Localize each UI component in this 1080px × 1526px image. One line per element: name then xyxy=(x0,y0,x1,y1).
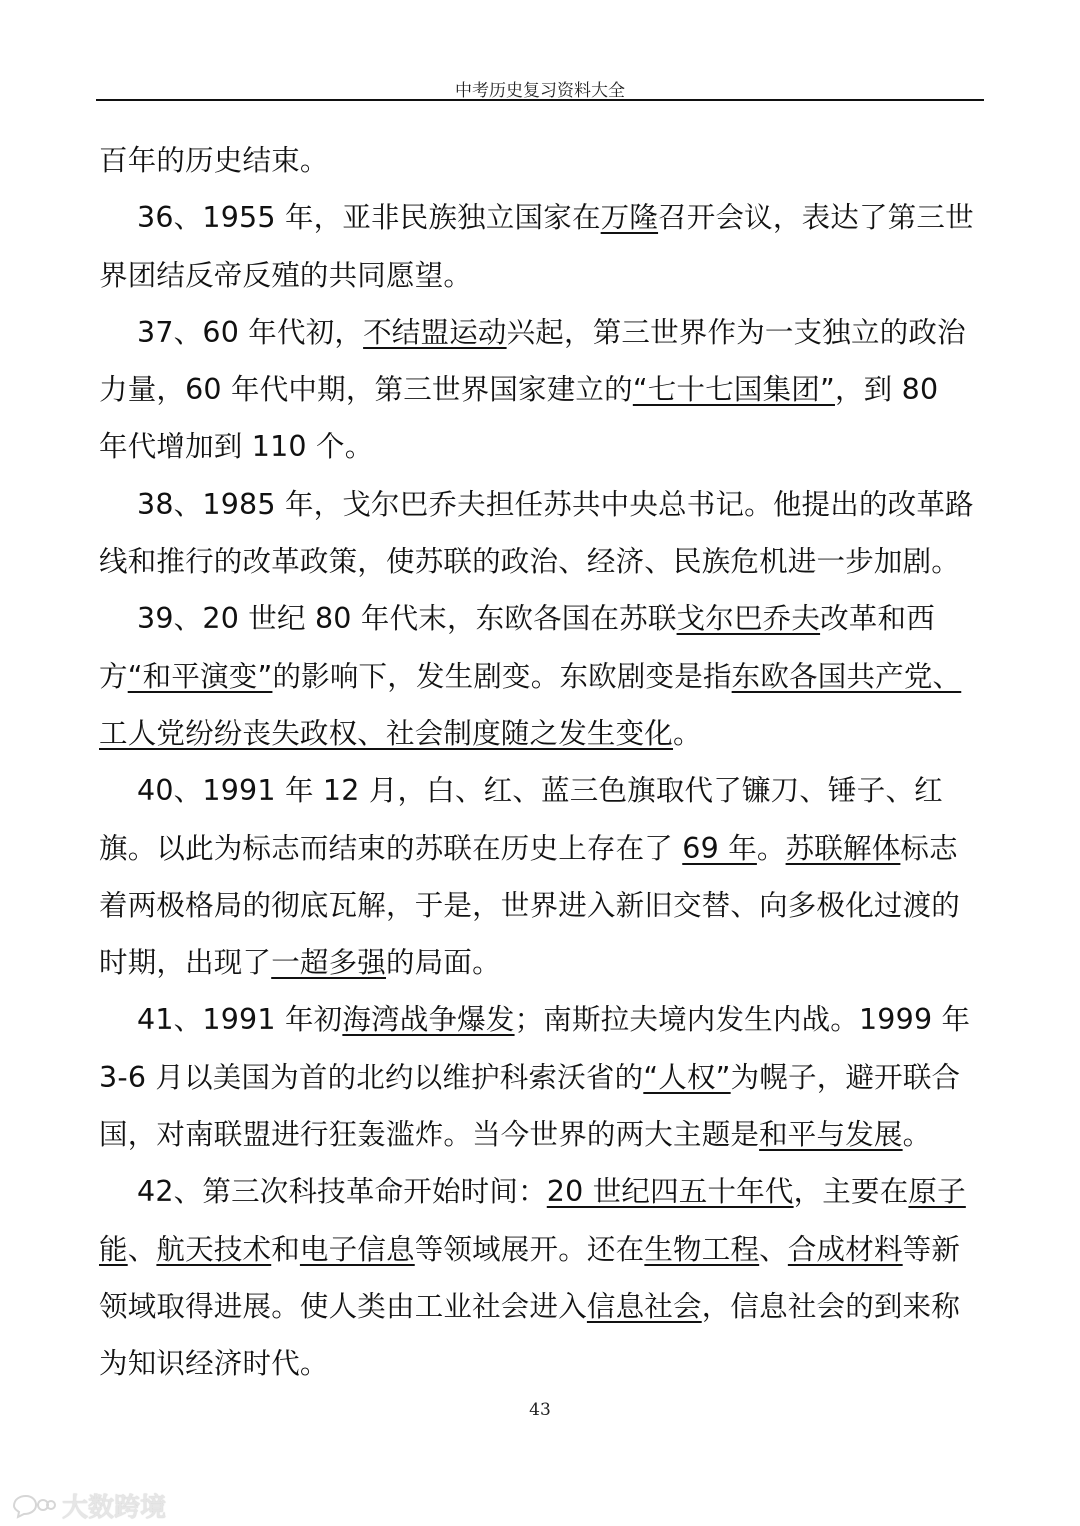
header-rule xyxy=(96,99,984,101)
text-segment: 、 xyxy=(759,1232,788,1266)
document-body xyxy=(99,132,975,1393)
text-segment: ，到 80 年代增加到 110 个。 xyxy=(99,373,939,464)
underlined-term: 万隆 xyxy=(600,201,659,235)
text-segment: 39、20 世纪 80 年代末，东欧各国在苏联 xyxy=(137,602,677,636)
underlined-term: 原子能 xyxy=(99,1175,966,1266)
text-segment: ，信息社会的到来称为知识经济时代。 xyxy=(99,1289,961,1381)
text-segment: 标志着两极格局的彻底瓦解，于是，世界进入新旧交替、向多极化过渡的时期，出现了 xyxy=(99,831,961,980)
underlined-term: “和平演变” xyxy=(127,659,273,693)
paragraph-p41 xyxy=(99,991,975,1163)
text-segment: 等新领域取得进展。使人类由工业社会进入 xyxy=(99,1232,961,1323)
underlined-term: 戈尔巴乔夫 xyxy=(676,602,821,636)
text-segment: 41、1991 年初 xyxy=(137,1003,343,1037)
paragraph-p42 xyxy=(99,1163,975,1392)
text-segment: 36、1955 年，亚非民族独立国家在 xyxy=(137,201,601,235)
paragraph-p37 xyxy=(99,304,975,476)
underlined-term: “七十七国集团” xyxy=(632,373,835,407)
page-header-title: 中考历史复习资料大全 xyxy=(455,81,625,101)
text-segment: ；南斯拉夫境内发生内战。1999 年 3-6 月以美国为首的北约以维护科索沃省的 xyxy=(99,1003,971,1094)
underlined-term: 20 世纪四五十年代 xyxy=(546,1175,794,1209)
underlined-term: 生物工程 xyxy=(644,1232,760,1266)
underlined-term: 69 年 xyxy=(682,831,757,865)
underlined-term: 合成材料 xyxy=(787,1232,903,1266)
underlined-term: 苏联解体 xyxy=(785,831,901,865)
paragraph-p40 xyxy=(99,762,975,991)
underlined-term: 一超多强 xyxy=(271,946,387,980)
text-segment: 42、第三次科技革命开始时间： xyxy=(137,1175,547,1209)
text-segment: 的影响下，发生剧变。东欧剧变是指 xyxy=(272,659,732,693)
text-segment: ，主要在 xyxy=(793,1175,909,1209)
text-segment: 。 xyxy=(673,716,702,750)
text-segment: 等领域展开。还在 xyxy=(414,1232,645,1266)
underlined-term: 电子信息 xyxy=(299,1232,415,1266)
chat-bubble-icon xyxy=(10,1493,56,1519)
underlined-term: 海湾战争爆发 xyxy=(342,1003,515,1037)
underlined-term: 不结盟运动 xyxy=(363,315,507,349)
text-segment: 召开会议，表达了第三世界团结反帝反殖的共同愿望。 xyxy=(99,201,974,292)
text-segment: 、 xyxy=(127,1232,157,1266)
text-segment: 改革和西方 xyxy=(99,602,935,693)
text-segment: 的局面。 xyxy=(386,946,501,980)
page-number: 43 xyxy=(529,1400,551,1420)
underlined-term: “人权” xyxy=(643,1060,731,1094)
paragraph-p36 xyxy=(99,189,975,304)
text-segment: 。 xyxy=(756,831,786,865)
text-segment: 40、1991 年 12 月，白、红、蓝三色旗取代了镰刀、锤子、红旗。以此为标志而结束的苏联在历史上存在了 xyxy=(99,774,943,865)
underlined-term: 东欧各国共产党、工人党纷纷丧失政权、社会制度随之发生变化 xyxy=(99,659,962,750)
watermark-text: 大数跨境 xyxy=(62,1493,167,1523)
paragraph-p39 xyxy=(99,590,975,762)
text-segment: 兴起，第三世界作为一支独立的政治力量，60 年代中期，第三世界国家建立的 xyxy=(99,315,966,407)
underlined-term: 信息社会 xyxy=(586,1289,702,1323)
paragraph-p38 xyxy=(99,476,975,591)
watermark xyxy=(10,1487,166,1524)
text-segment: 37、60 年代初， xyxy=(137,315,364,349)
underlined-term: 航天技术 xyxy=(156,1232,272,1266)
text-segment: 为幌子，避开联合国，对南联盟进行狂轰滥炸。当今世界的两大主题是 xyxy=(99,1060,961,1152)
text-segment: 38、1985 年，戈尔巴乔夫担任苏共中央总书记。他提出的改革路线和推行的改革政策，使苏联的政治、经济、民族危机进一步加剧。 xyxy=(99,487,974,579)
text-segment: 和 xyxy=(271,1232,300,1266)
text-segment: 。 xyxy=(902,1118,932,1152)
underlined-term: 和平与发展 xyxy=(759,1118,903,1152)
text-segment: 百年的历史结束。 xyxy=(99,144,329,177)
paragraph-p35-tail xyxy=(99,132,975,189)
